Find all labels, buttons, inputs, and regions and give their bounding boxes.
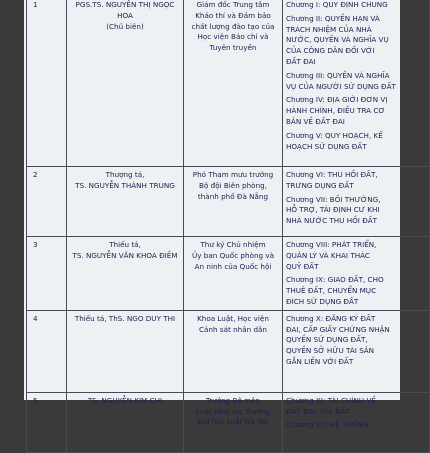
chapter-entry [286, 314, 426, 368]
chapter-line: QUYỀN SỬ DỤNG ĐẤT, [286, 335, 368, 345]
chapter-line: NHÀ NƯỚC THU HỒI ĐẤT [286, 216, 378, 226]
author-position-line: Học viện Báo chí và [197, 32, 269, 42]
author-position-line: Luật Hình sự, Trường [196, 406, 270, 416]
chapter-line: Chương IX: GIAO ĐẤT, CHO [286, 275, 384, 285]
chapter-entry [286, 195, 426, 227]
author-position-line: Ủy ban Quốc phòng và [191, 250, 275, 260]
authors-table [26, 0, 430, 453]
author-position-line: Đại học Luật Hà Nội [197, 417, 269, 427]
author-name-cell [67, 167, 184, 237]
chapter-line: TRÁCH NHIỆM CỦA NHÀ [286, 24, 372, 34]
author-position-line: Thư ký Chủ nhiệm [200, 240, 266, 249]
assigned-chapters-cell [283, 310, 430, 392]
author-name-line: Thiếu tá, ThS. NGO DUY THI [74, 313, 176, 323]
chapter-line: GẮN LIỀN VỚI ĐẤT [286, 356, 354, 366]
table-row [27, 310, 430, 392]
table-row [27, 167, 430, 237]
row-number: 5 [27, 392, 67, 452]
chapter-line: ĐẤT ĐAI, GIÁ ĐẤT [286, 406, 350, 416]
author-position-cell [184, 167, 283, 237]
author-position-cell [184, 237, 283, 311]
document-page [24, 0, 400, 430]
author-position-line: chất lượng đào tạo của [191, 21, 275, 31]
author-position-cell [184, 310, 283, 392]
chapter-line: Chương X: ĐĂNG KÝ ĐẤT [286, 313, 376, 323]
chapter-line: HỖ TRỢ, TÁI ĐỊNH CƯ KHI [286, 205, 380, 215]
chapter-line: THUÊ ĐẤT, CHUYỂN MỤC [286, 286, 377, 296]
author-position-line: Cảnh sát nhân dân [199, 324, 267, 334]
chapter-line: HOẠCH SỬ DỤNG ĐẤT [286, 141, 367, 151]
chapter-line: QUẢN LÝ VÀ KHAI THÁC [286, 250, 370, 260]
chapter-line: NƯỚC, QUYỀN VÀ NGHĨA VỤ [286, 35, 389, 45]
author-position-line: Tuyên truyền [209, 43, 257, 53]
chapter-line: Chương II: QUYỀN HẠN VÀ [286, 13, 380, 23]
chapter-line: QUỸ ĐẤT [286, 261, 319, 271]
chapter-line: ĐÍCH SỬ DỤNG ĐẤT [286, 296, 359, 306]
author-name-cell [67, 310, 184, 392]
assigned-chapters-cell [283, 167, 430, 237]
chapter-line: HÀNH CHÍNH, ĐIỀU TRA CƠ [286, 106, 385, 116]
assigned-chapters-cell [283, 0, 430, 167]
assigned-chapters-cell [283, 392, 430, 452]
author-name-line: TS. NGUYỄN VĂN KHOA ĐIỀM [72, 250, 178, 260]
assigned-chapters-cell [283, 237, 430, 311]
chapter-line: Chương III: QUYỀN VÀ NGHĨA [286, 70, 390, 80]
chapter-entry [286, 240, 426, 272]
author-name-line: TS. NGUYỄN KIM CHI [87, 395, 163, 405]
author-position-line: Giám đốc Trung tâm [196, 0, 270, 9]
chapter-line: Chương XII: HỆ THỐNG [286, 420, 369, 430]
author-position-line: Trưởng Bộ môn [205, 395, 261, 405]
chapter-line: ĐAI, CẤP GIẤY CHỨNG NHẬN [286, 324, 390, 334]
author-name-line: Thiếu tá, [109, 240, 141, 249]
chapter-entry [286, 95, 426, 127]
author-name-cell [67, 237, 184, 311]
author-name-cell [67, 392, 184, 452]
row-number: 2 [27, 167, 67, 237]
chapter-entry [286, 170, 426, 192]
chapter-line: CỦA CÔNG DÂN ĐỐI VỚI [286, 46, 375, 56]
chapter-line: Chương V: QUY HOẠCH, KẾ [286, 130, 383, 140]
author-position-line: thành phố Đà Nẵng [197, 191, 269, 201]
author-position-line: Khoa Luật, Học viện [197, 313, 269, 323]
chapter-line: ĐẤT ĐAI [286, 56, 316, 66]
author-position-line: Khảo thí và Đảm bảo [195, 10, 271, 20]
row-number: 4 [27, 310, 67, 392]
author-name-line: PGS.TS. NGUYỄN THỊ NGỌC HOA [75, 0, 175, 20]
row-number: 1 [27, 0, 67, 167]
author-name-cell [67, 0, 184, 167]
chapter-entry [286, 14, 426, 68]
table-row [27, 237, 430, 311]
authors-table-body [27, 0, 430, 452]
author-position-line: An ninh của Quốc hội [194, 261, 272, 271]
chapter-entry [286, 420, 426, 431]
author-position-cell [184, 392, 283, 452]
chapter-line: QUYỀN SỞ HỮU TÀI SẢN [286, 346, 375, 356]
author-name-line: TS. NGUYỄN THÀNH TRUNG [75, 180, 175, 190]
author-position-line: Phó Tham mưu trưởng [192, 170, 274, 179]
chapter-entry [286, 275, 426, 307]
chapter-line: BẢN VỀ ĐẤT ĐAI [286, 116, 345, 126]
row-number: 3 [27, 237, 67, 311]
author-name-line: (Chủ biên) [106, 21, 144, 31]
chapter-entry [286, 396, 426, 418]
table-row [27, 0, 430, 167]
chapter-entry [286, 131, 426, 153]
author-position-line: Bộ đội Biên phòng, [199, 180, 267, 190]
table-row [27, 392, 430, 452]
chapter-line: Chương VII: BỒI THƯỜNG, [286, 194, 381, 204]
chapter-line: TRƯNG DỤNG ĐẤT [286, 180, 354, 190]
chapter-line: Chương XI: TÀI CHÍNH VỀ [286, 395, 376, 405]
chapter-line: Chương VIII: PHÁT TRIỂN, [286, 240, 377, 249]
chapter-line: Chương I: QUY ĐỊNH CHUNG [286, 0, 388, 9]
chapter-line: Chương IV: ĐỊA GIỚI ĐƠN VỊ [286, 95, 388, 105]
author-position-cell [184, 0, 283, 167]
chapter-entry [286, 0, 426, 11]
chapter-entry [286, 71, 426, 93]
author-name-line: Thượng tá, [105, 170, 145, 179]
chapter-line: Chương VI: THU HỒI ĐẤT, [286, 170, 378, 179]
chapter-line: VỤ CỦA NGƯỜI SỬ DỤNG ĐẤT [286, 81, 396, 91]
